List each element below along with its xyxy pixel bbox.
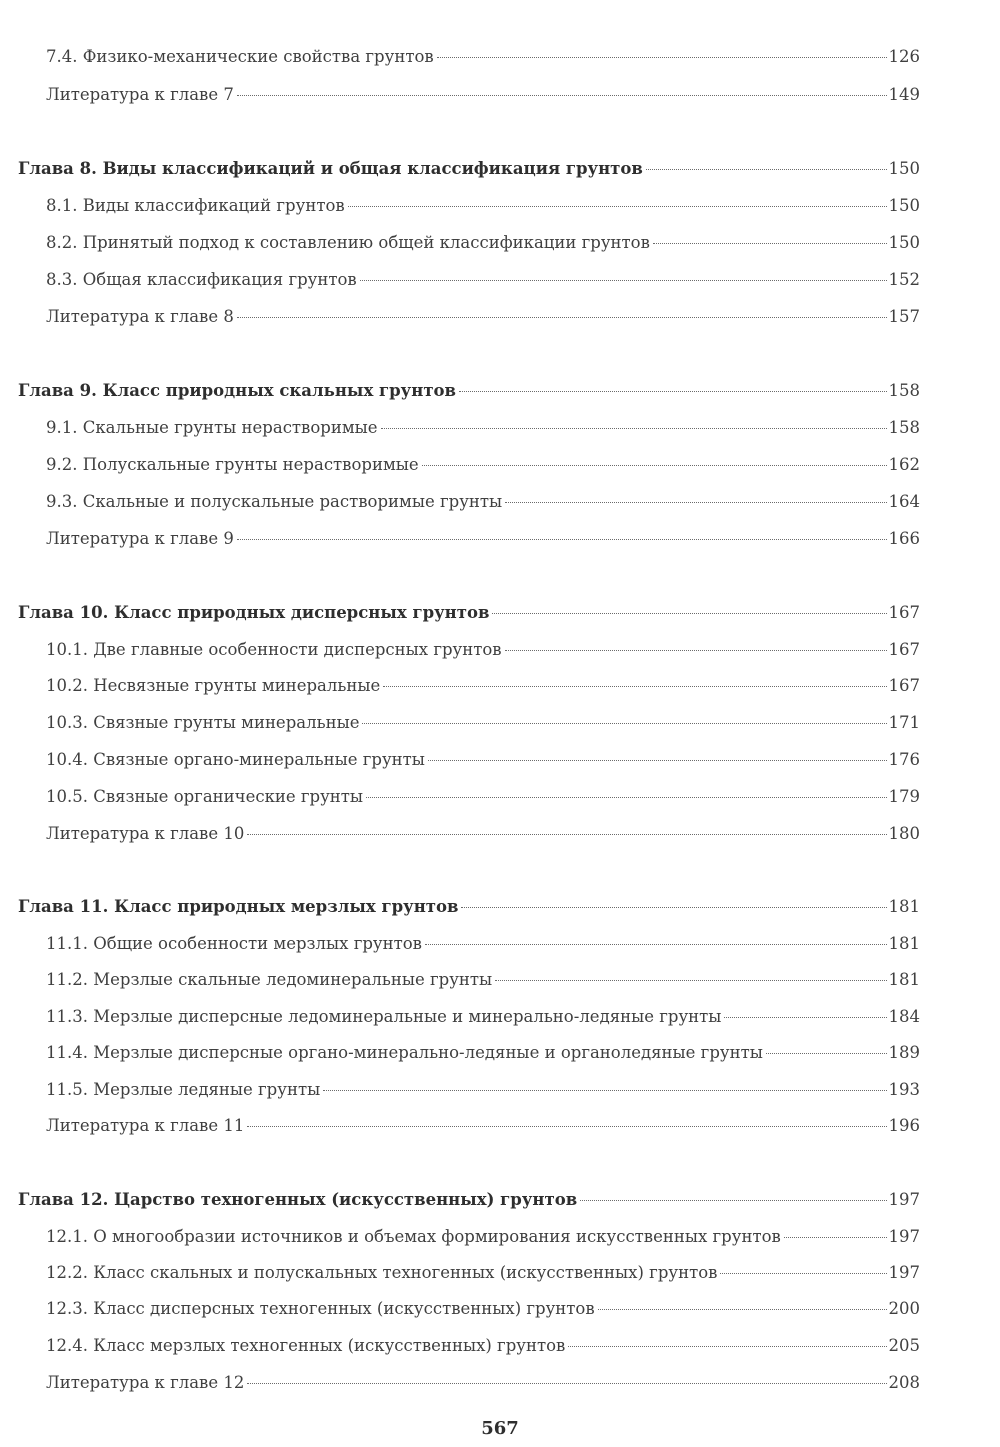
toc-entry-title: 10.3. Связные грунты минеральные (46, 713, 360, 732)
dot-leader (646, 169, 887, 170)
toc-entry (46, 307, 920, 331)
toc-entry (46, 1116, 920, 1140)
dot-leader (437, 57, 887, 58)
dot-leader (568, 1346, 886, 1347)
toc-entry-page: 158 (888, 418, 920, 437)
toc-entry (46, 1080, 920, 1104)
toc-entry-page: 189 (888, 1043, 920, 1062)
toc-entry (46, 418, 920, 442)
toc-entry-title: Литература к главе 10 (46, 824, 245, 843)
dot-leader (360, 280, 887, 281)
dot-leader (720, 1273, 886, 1274)
toc-entry-title: Литература к главе 12 (46, 1373, 245, 1392)
toc-entry-title: 8.1. Виды классификаций грунтов (46, 196, 345, 215)
dot-leader (505, 502, 886, 503)
toc-entry-title: 12.4. Класс мерзлых техногенных (искусственных) грунтов (46, 1336, 566, 1355)
dot-leader (323, 1090, 886, 1091)
toc-entry-title: 10.2. Несвязные грунты минеральные (46, 676, 381, 695)
toc-entry-title: 9.3. Скальные и полускальные растворимые грунты (46, 492, 503, 511)
toc-entry (46, 492, 920, 516)
toc-entry (46, 640, 920, 664)
toc-entry-page: 180 (888, 824, 920, 843)
toc-entry-title: Глава 12. Царство техногенных (искусственных) грунтов (18, 1190, 578, 1209)
toc-entry (46, 1227, 920, 1251)
dot-leader (422, 465, 887, 466)
toc-entry (46, 1263, 920, 1287)
toc-entry (46, 787, 920, 811)
toc-entry (46, 196, 920, 220)
toc-entry (46, 1299, 920, 1323)
dot-leader (492, 613, 886, 614)
dot-leader (362, 723, 886, 724)
toc-entry-title: Литература к главе 9 (46, 529, 234, 548)
toc-entry-page: 193 (888, 1080, 920, 1099)
toc-entry (46, 47, 920, 71)
toc-chapter-heading (18, 603, 920, 627)
toc-entry-page: 181 (888, 897, 920, 916)
toc-entry-page: 197 (888, 1227, 920, 1246)
toc-entry-title: 9.1. Скальные грунты нерастворимые (46, 418, 378, 437)
toc-entry-page: 197 (888, 1263, 920, 1282)
toc-entry-title: Литература к главе 8 (46, 307, 234, 326)
toc-chapter-heading (18, 159, 920, 183)
dot-leader (495, 980, 886, 981)
toc-entry-page: 167 (888, 640, 920, 659)
toc-entry (46, 529, 920, 553)
toc-entry (46, 233, 920, 257)
dot-leader (459, 391, 886, 392)
toc-entry-title: 11.1. Общие особенности мерзлых грунтов (46, 934, 422, 953)
dot-leader (461, 907, 886, 908)
toc-entry-page: 208 (888, 1373, 920, 1392)
toc-entry-page: 181 (888, 934, 920, 953)
dot-leader (348, 206, 887, 207)
toc-entry-page: 171 (888, 713, 920, 732)
toc-chapter-heading (18, 897, 920, 921)
dot-leader (247, 1126, 886, 1127)
dot-leader (383, 686, 886, 687)
toc-entry-page: 150 (888, 196, 920, 215)
toc-entry-title: 12.1. О многообразии источников и объемах формирования искусственных грунтов (46, 1227, 781, 1246)
toc-entry-title: 10.4. Связные органо-минеральные грунты (46, 750, 425, 769)
toc-entry-title: 11.3. Мерзлые дисперсные ледоминеральные и минерально-ледяные грунты (46, 1007, 722, 1026)
toc-entry-title: 10.5. Связные органические грунты (46, 787, 364, 806)
dot-leader (247, 834, 886, 835)
toc-entry-page: 205 (888, 1336, 920, 1355)
toc-entry-page: 179 (888, 787, 920, 806)
toc-entry-title: Литература к главе 7 (46, 85, 234, 104)
toc-entry (46, 1336, 920, 1360)
toc-entry-page: 167 (888, 676, 920, 695)
toc-entry-title: Литература к главе 11 (46, 1116, 245, 1135)
toc-chapter-heading (18, 1190, 920, 1214)
toc-entry-title: 12.3. Класс дисперсных техногенных (искусственных) грунтов (46, 1299, 595, 1318)
dot-leader (505, 650, 887, 651)
toc-entry (46, 676, 920, 700)
toc-entry (46, 85, 920, 109)
toc-entry-title: Глава 11. Класс природных мерзлых грунтов (18, 897, 459, 916)
toc-entry-title: Глава 9. Класс природных скальных грунтов (18, 381, 457, 400)
toc-entry (46, 1373, 920, 1397)
toc-entry-title: 11.5. Мерзлые ледяные грунты (46, 1080, 321, 1099)
toc-entry-page: 157 (888, 307, 920, 326)
dot-leader (425, 944, 887, 945)
toc-entry (46, 270, 920, 294)
dot-leader (784, 1237, 887, 1238)
toc-entry (46, 1007, 920, 1031)
toc-entry-title: Глава 8. Виды классификаций и общая классификация грунтов (18, 159, 643, 178)
dot-leader (428, 760, 887, 761)
toc-entry-page: 164 (888, 492, 920, 511)
toc-entry-page: 184 (888, 1007, 920, 1026)
toc-entry-page: 158 (888, 381, 920, 400)
toc-entry (46, 934, 920, 958)
toc-entry (46, 1043, 920, 1067)
dot-leader (598, 1309, 887, 1310)
dot-leader (766, 1053, 887, 1054)
toc-entry (46, 824, 920, 848)
dot-leader (237, 95, 887, 96)
toc-chapter-heading (18, 381, 920, 405)
toc-entry-page: 196 (888, 1116, 920, 1135)
toc-entry-page: 176 (888, 750, 920, 769)
toc-entry-page: 162 (888, 455, 920, 474)
toc-entry-title: 7.4. Физико-механические свойства грунтов (46, 47, 434, 66)
toc-entry-title: 8.2. Принятый подход к составлению общей классификации грунтов (46, 233, 650, 252)
toc-entry-page: 150 (888, 159, 920, 178)
dot-leader (653, 243, 887, 244)
dot-leader (724, 1017, 886, 1018)
toc-entry-title: 11.4. Мерзлые дисперсные органо-минерально-ледяные и органоледяные грунты (46, 1043, 763, 1062)
toc-entry-title: 10.1. Две главные особенности дисперсных грунтов (46, 640, 502, 659)
toc-entry-page: 181 (888, 970, 920, 989)
toc-entry-title: 9.2. Полускальные грунты нерастворимые (46, 455, 419, 474)
toc-entry-page: 152 (888, 270, 920, 289)
dot-leader (381, 428, 887, 429)
toc-entry-title: 11.2. Мерзлые скальные ледоминеральные грунты (46, 970, 493, 989)
toc-entry-title: Глава 10. Класс природных дисперсных грунтов (18, 603, 490, 622)
toc-entry (46, 455, 920, 479)
dot-leader (237, 539, 887, 540)
toc-entry-page: 150 (888, 233, 920, 252)
dot-leader (247, 1383, 886, 1384)
toc-entry-page: 126 (888, 47, 920, 66)
toc-entry-page: 197 (888, 1190, 920, 1209)
dot-leader (580, 1200, 886, 1201)
page-number: 567 (481, 1418, 519, 1439)
toc-entry-page: 167 (888, 603, 920, 622)
dot-leader (237, 317, 887, 318)
toc-entry-page: 166 (888, 529, 920, 548)
toc-entry (46, 750, 920, 774)
toc-entry-page: 200 (888, 1299, 920, 1318)
toc-entry (46, 970, 920, 994)
toc-entry (46, 713, 920, 737)
toc-entry-page: 149 (888, 85, 920, 104)
dot-leader (366, 797, 886, 798)
toc-entry-title: 12.2. Класс скальных и полускальных техногенных (искусственных) грунтов (46, 1263, 718, 1282)
toc-entry-title: 8.3. Общая классификация грунтов (46, 270, 357, 289)
